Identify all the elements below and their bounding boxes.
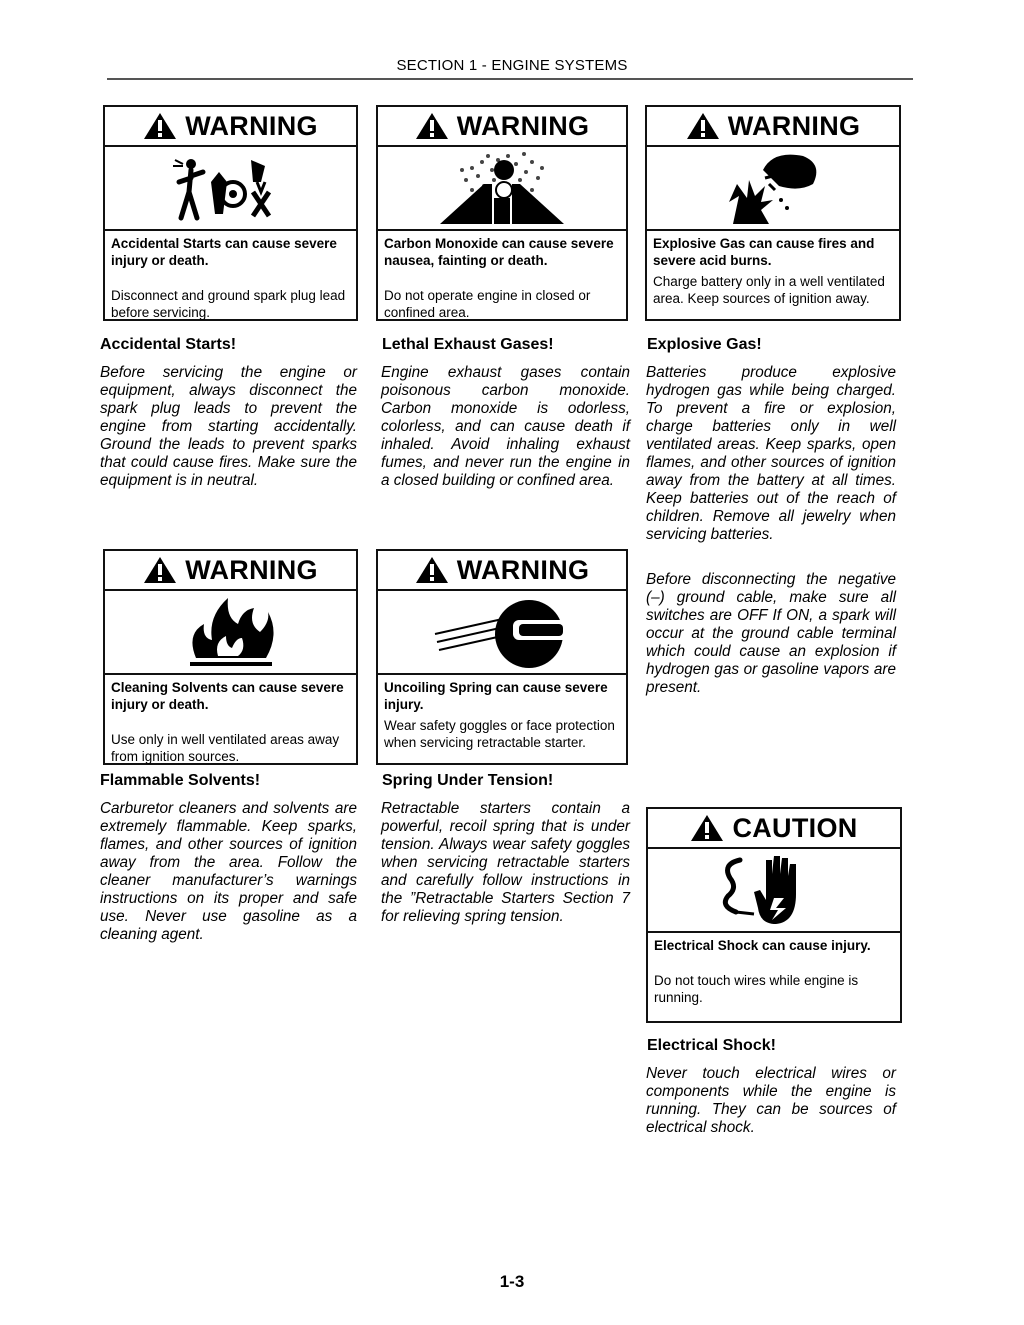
- sign-instruction-text: Use only in well ventilated areas away from ignition sources.: [111, 732, 340, 764]
- exhaust-fumes-pictogram-icon: [432, 150, 572, 226]
- pictogram: [105, 591, 356, 675]
- section-title-spring-under-tension: Spring Under Tension!: [382, 772, 554, 789]
- section-header: SECTION 1 - ENGINE SYSTEMS: [396, 57, 628, 74]
- alert-triangle-icon: [415, 112, 449, 140]
- section-body-electrical-shock: Never touch electrical wires or components while the engine is running. They can be sources of electrical shock.: [646, 1065, 896, 1136]
- sign-hazard-text: Explosive Gas can cause fires and severe acid burns.: [653, 236, 875, 268]
- flame-pictogram-icon: [176, 594, 286, 670]
- section-body-spring-under-tension: Retractable starters contain a powerful, recoil spring that is under tension. Always wear safety goggles when servicing retractable starters and carefully follow instructions in the ”Retractable Starters Section 7 for relieving spring tension.: [381, 800, 630, 925]
- section-title-flammable-solvents: Flammable Solvents!: [100, 772, 261, 789]
- sign-instruction-text: Disconnect and ground spark plug lead before servicing.: [111, 288, 346, 320]
- signal-word: WARNING: [456, 110, 590, 141]
- header-divider: [107, 78, 913, 80]
- sign-instruction-text: Do not operate engine in closed or confined area.: [384, 288, 591, 320]
- alert-triangle-icon: [690, 814, 724, 842]
- pictogram: [648, 849, 900, 933]
- sign-header: [105, 551, 356, 591]
- sign-hazard-text: Carbon Monoxide can cause severe nausea, fainting or death.: [384, 236, 614, 268]
- signal-word: WARNING: [727, 110, 861, 141]
- section-title-explosive-gas: Explosive Gas!: [647, 336, 762, 353]
- section-body-lethal-exhaust: Engine exhaust gases contain poisonous carbon monoxide. Carbon monoxide is odorless, colorless, and can cause death if inhaled. Avoid inhaling exhaust fumes, and never run the engine in a closed building or confined area.: [381, 364, 630, 489]
- sign-header: [648, 809, 900, 849]
- electric-shock-hand-pictogram-icon: [714, 852, 834, 928]
- signal-word: CAUTION: [732, 812, 858, 843]
- sign-instruction-text: Do not touch wires while engine is running.: [654, 973, 859, 1005]
- signal-word: WARNING: [456, 554, 590, 585]
- sign-header: [105, 107, 356, 147]
- sign-hazard-text: Electrical Shock can cause injury.: [654, 938, 871, 953]
- sign-instruction-text: Charge battery only in a well ventilated area. Keep sources of ignition away.: [653, 274, 885, 306]
- page-number: 1-3: [499, 1272, 525, 1291]
- pictogram: [378, 591, 626, 675]
- sign-header: [378, 107, 626, 147]
- alert-triangle-icon: [686, 112, 720, 140]
- alert-triangle-icon: [143, 112, 177, 140]
- pictogram: [378, 147, 626, 231]
- pictogram: [647, 147, 899, 231]
- sign-header: [378, 551, 626, 591]
- sign-instruction-text: Wear safety goggles or face protection when servicing retractable starter.: [384, 718, 615, 750]
- sign-header: [647, 107, 899, 147]
- warning-sign-cleaning-solvents: [103, 549, 358, 765]
- section-body-explosive-gas-battery-cable: Before disconnecting the negative (–) ground cable, make sure all switches are OFF If ON, a spark will occur at the ground cable terminal which could cause an explosion if hydrogen gas or gasoline vapors are present.: [646, 571, 896, 696]
- warning-sign-explosive-gas: [645, 105, 901, 321]
- warning-sign-carbon-monoxide: [376, 105, 628, 321]
- warning-sign-uncoiling-spring: [376, 549, 628, 765]
- section-title-electrical-shock: Electrical Shock!: [647, 1037, 776, 1054]
- alert-triangle-icon: [143, 556, 177, 584]
- signal-word: WARNING: [185, 110, 318, 141]
- pictogram: [105, 147, 356, 231]
- explosion-pictogram-icon: [703, 150, 843, 226]
- alert-triangle-icon: [415, 556, 449, 584]
- section-title-accidental-starts: Accidental Starts!: [100, 336, 237, 353]
- safety-goggles-pictogram-icon: [427, 594, 577, 670]
- signal-word: WARNING: [185, 554, 318, 585]
- warning-sign-accidental-starts: [103, 105, 358, 321]
- accidental-start-pictogram-icon: [161, 152, 301, 224]
- section-title-lethal-exhaust: Lethal Exhaust Gases!: [382, 336, 554, 353]
- caution-sign-electrical-shock: [646, 807, 902, 1023]
- section-body-explosive-gas: Batteries produce explosive hydrogen gas while being charged. To prevent a fire or explosion, charge batteries only in well ventilated areas. Keep sparks, open flames, and other sources of ignition away from the battery at all times. Keep batteries out of the reach of children. Remove all jewelry when servicing batteries.: [646, 364, 896, 543]
- section-body-accidental-starts: Before servicing the engine or equipment, always disconnect the spark plug leads to prevent the engine from starting accidentally. Ground the leads to prevent sparks that could cause fires. Make sure the equipment is in neutral.: [100, 364, 357, 489]
- sign-hazard-text: Cleaning Solvents can cause severe injury or death.: [111, 680, 344, 712]
- sign-hazard-text: Uncoiling Spring can cause severe injury.: [384, 680, 608, 712]
- section-body-flammable-solvents: Carburetor cleaners and solvents are extremely flammable. Keep sparks, flames, and other sources of ignition away from the area. Follow the cleaner manufacturer’s warnings instructions on its proper and safe use. Never use gasoline as a cleaning agent.: [100, 800, 357, 943]
- sign-hazard-text: Accidental Starts can cause severe injury or death.: [111, 236, 337, 268]
